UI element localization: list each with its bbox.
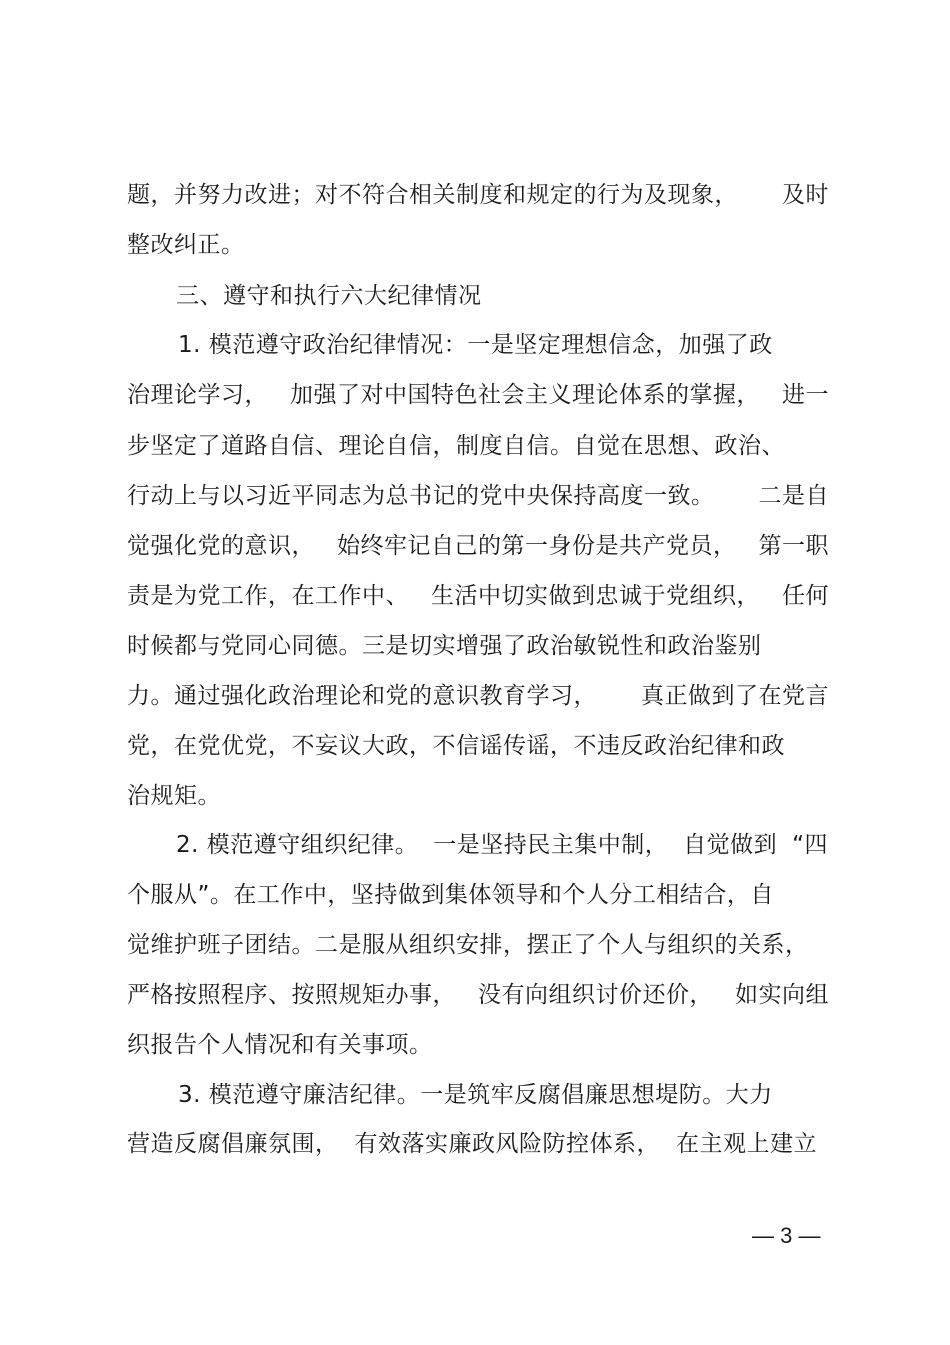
text-segment: 治理论学习， bbox=[127, 382, 268, 408]
text-segment: 力。通过强化政治理论和党的意识教育学习， bbox=[127, 683, 597, 709]
text-segment: 二是自 bbox=[758, 483, 829, 509]
text-segment: 三、遵守和执行六大纪律情况 bbox=[176, 283, 482, 309]
paragraph-first-line bbox=[178, 330, 773, 360]
text-segment: 觉强化党的意识， bbox=[127, 533, 315, 559]
text-segment: 治规矩。 bbox=[127, 783, 221, 809]
text-segment: 严格按照程序、按照规矩办事， bbox=[127, 982, 456, 1008]
text-line bbox=[127, 631, 762, 661]
text-segment: 觉维护班子团结。 bbox=[127, 932, 315, 958]
text-line bbox=[127, 180, 829, 210]
text-segment: 有效落实廉政风险防控体系， bbox=[354, 1131, 660, 1157]
text-line bbox=[127, 1030, 433, 1060]
text-segment: 营造反腐倡廉氛围， bbox=[127, 1131, 339, 1157]
text-segment: 责是为党工作，在工作中、 bbox=[127, 583, 409, 609]
text-segment: 始终牢记自己的第一身份是共产党员， bbox=[337, 533, 737, 559]
text-segment: 2. 模范遵守组织纪律。 bbox=[176, 832, 419, 858]
text-segment: 没有向组织讨价还价， bbox=[478, 982, 713, 1008]
text-segment: 及时 bbox=[782, 182, 829, 208]
text-segment: 如实向组 bbox=[735, 982, 829, 1008]
text-line bbox=[127, 431, 785, 461]
text-line bbox=[127, 930, 807, 960]
text-segment: 任何 bbox=[782, 583, 829, 609]
text-line bbox=[127, 980, 829, 1010]
text-line bbox=[127, 531, 829, 561]
text-line bbox=[127, 581, 829, 611]
text-segment: 二是服从组织安排， bbox=[315, 932, 527, 958]
text-segment: 整改纠正。 bbox=[127, 232, 245, 258]
text-segment: 生活中切实做到忠诚于党组织， bbox=[431, 583, 760, 609]
text-segment: 真正做到了在党言 bbox=[641, 683, 829, 709]
text-segment: 题，并努力改进；对不符合相关制度和规定的行为及现象， bbox=[127, 182, 738, 208]
text-line bbox=[127, 380, 829, 410]
text-line bbox=[127, 1129, 817, 1159]
section-heading bbox=[176, 281, 482, 311]
page-number: — 3 — bbox=[752, 1223, 821, 1248]
text-segment: 加强了对中国特色社会主义理论体系的掌握， bbox=[290, 382, 760, 408]
text-segment: 3. 模范遵守廉洁纪律。一是筑牢反腐倡廉思想堤防。大力 bbox=[178, 1082, 773, 1108]
text-segment: 党，在党优党，不妄议大政，不信谣传谣，不违反政治纪律和政 bbox=[127, 733, 785, 759]
text-line bbox=[127, 230, 829, 260]
text-segment: 第一职 bbox=[758, 533, 829, 559]
text-line bbox=[127, 781, 221, 811]
text-segment: 在主观上建立 bbox=[676, 1131, 817, 1157]
text-segment: 自觉做到 bbox=[683, 832, 778, 858]
text-segment: 织报告个人情况和有关事项。 bbox=[127, 1032, 433, 1058]
text-segment: 摆正了个人与组织的关系， bbox=[526, 932, 809, 958]
text-segment: 1. 模范遵守政治纪律情况：一是坚定理想信念，加强了政 bbox=[178, 332, 773, 358]
text-line bbox=[127, 481, 829, 511]
text-segment: 一是坚持民主集中制， bbox=[433, 832, 669, 858]
text-segment: 时候都与党同心同德。三是切实增强了政治敏锐性和政治鉴别 bbox=[127, 633, 762, 659]
text-line bbox=[127, 731, 785, 761]
paragraph-first-line bbox=[176, 830, 828, 860]
text-segment: 行动上与以习近平同志为总书记的党中央保持高度一致。 bbox=[127, 483, 715, 509]
text-segment: “四 bbox=[792, 832, 828, 858]
paragraph-first-line bbox=[178, 1080, 773, 1110]
text-segment: 步坚定了道路自信、理论自信，制度自信。自觉在思想、政治、 bbox=[127, 433, 785, 459]
text-line bbox=[127, 681, 829, 711]
text-segment: 进一 bbox=[782, 382, 829, 408]
text-segment: 个服从”。在工作中，坚持做到集体领导和个人分工相结合，自 bbox=[127, 882, 774, 908]
text-line bbox=[127, 880, 774, 910]
